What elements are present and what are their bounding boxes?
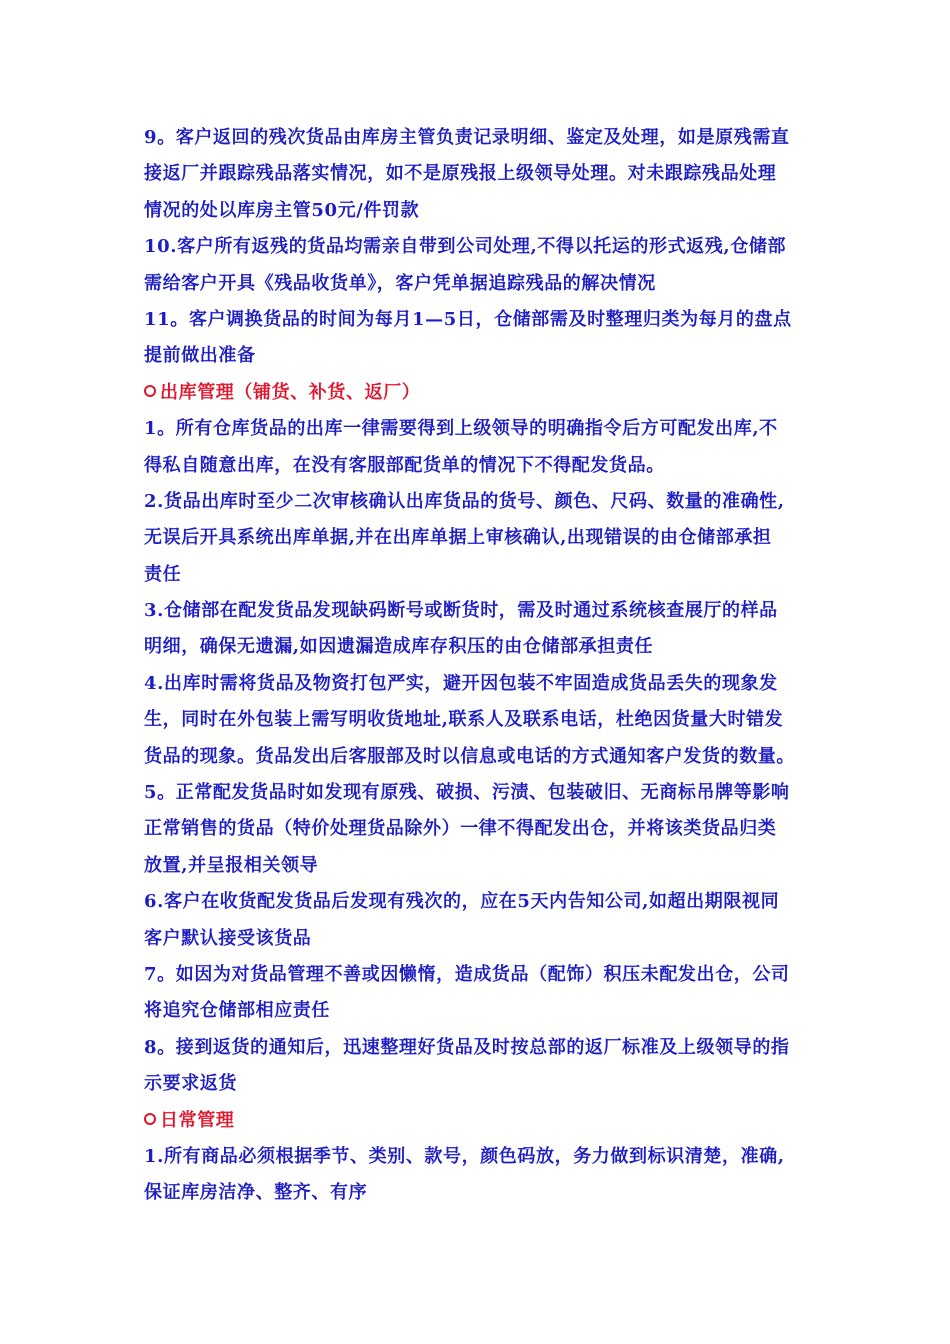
text-line xyxy=(144,702,850,738)
text-line xyxy=(144,193,850,229)
text-line xyxy=(144,266,850,302)
line-text: 4.出库时需将货品及物资打包严实，避开因包装不牢固造成货品丢失的现象发 xyxy=(144,672,778,694)
text-line xyxy=(144,957,850,993)
text-line xyxy=(144,993,850,1029)
text-line xyxy=(144,1175,850,1211)
line-text: 货品的现象。货品发出后客服部及时以信息或电话的方式通知客户发货的数量。 xyxy=(144,745,795,767)
line-text: 1.所有商品必须根据季节、类别、款号，颜色码放，务力做到标识清楚，准确, xyxy=(144,1145,785,1167)
text-line xyxy=(144,557,850,593)
line-text: 客户默认接受该货品 xyxy=(144,927,312,949)
line-text: 放置,并呈报相关领导 xyxy=(144,854,319,876)
line-text: 需给客户开具《残品收货单》，客户凭单据追踪残品的解决情况 xyxy=(144,272,656,294)
line-text: 提前做出准备 xyxy=(144,345,256,367)
line-text: 7。如因为对货品管理不善或因懒惰，造成货品（配饰）积压未配发出仓，公司 xyxy=(144,963,790,985)
text-line xyxy=(144,921,850,957)
section-heading xyxy=(144,1103,850,1139)
text-line xyxy=(144,229,850,265)
text-line xyxy=(144,593,850,629)
text-line xyxy=(144,666,850,702)
line-text: 8。接到返货的通知后，迅速整理好货品及时按总部的返厂标准及上级领导的指 xyxy=(144,1036,790,1058)
text-line xyxy=(144,1030,850,1066)
section-heading xyxy=(144,375,850,411)
ring-bullet-icon xyxy=(144,1113,156,1125)
text-line xyxy=(144,520,850,556)
line-text: 正常销售的货品（特价处理货品除外）一律不得配发出仓，并将该类货品归类 xyxy=(144,818,777,840)
line-text: 保证库房洁净、整齐、有序 xyxy=(144,1182,368,1204)
text-line xyxy=(144,884,850,920)
document-body xyxy=(144,120,850,1212)
text-line xyxy=(144,448,850,484)
text-line xyxy=(144,484,850,520)
line-text: 5。正常配发货品时如发现有原残、破损、污渍、包装破旧、无商标吊牌等影响 xyxy=(144,782,790,804)
text-line xyxy=(144,156,850,192)
text-line xyxy=(144,848,850,884)
line-text: 将追究仓储部相应责任 xyxy=(144,1000,330,1022)
text-line xyxy=(144,1139,850,1175)
line-text: 6.客户在收货配发货品后发现有残次的，应在5天内告知公司,如超出期限视同 xyxy=(144,891,780,913)
line-text: 出库管理（铺货、补货、返厂） xyxy=(160,381,421,403)
line-text: 生，同时在外包装上需写明收货地址,联系人及联系电话，杜绝因货量大时错发 xyxy=(144,709,784,731)
text-line xyxy=(144,775,850,811)
text-line xyxy=(144,811,850,847)
line-text: 1。所有仓库货品的出库一律需要得到上级领导的明确指令后方可配发出库,不 xyxy=(144,418,778,440)
line-text: 得私自随意出库，在没有客服部配货单的情况下不得配发货品。 xyxy=(144,454,665,476)
line-text: 明细，确保无遗漏,如因遗漏造成库存积压的由仓储部承担责任 xyxy=(144,636,654,658)
text-line xyxy=(144,302,850,338)
line-text: 责任 xyxy=(144,563,182,585)
line-text: 2.货品出库时至少二次审核确认出库货品的货号、颜色、尺码、数量的准确性, xyxy=(144,490,785,512)
line-text: 无误后开具系统出库单据,并在出库单据上审核确认,出现错误的由仓储部承担 xyxy=(144,527,772,549)
line-text: 情况的处以库房主管50元/件罚款 xyxy=(144,199,420,221)
line-text: 3.仓储部在配发货品发现缺码断号或断货时，需及时通过系统核查展厅的样品 xyxy=(144,600,778,622)
line-text: 10.客户所有返残的货品均需亲自带到公司处理,不得以托运的形式返残,仓储部 xyxy=(144,236,787,258)
line-text: 11。客户调换货品的时间为每月1—5日，仓储部需及时整理归类为每月的盘点 xyxy=(144,308,792,330)
text-line xyxy=(144,120,850,156)
ring-bullet-icon xyxy=(144,385,156,397)
line-text: 接返厂并跟踪残品落实情况，如不是原残报上级领导处理。对未跟踪残品处理 xyxy=(144,163,777,185)
line-text: 日常管理 xyxy=(160,1109,235,1131)
text-line xyxy=(144,411,850,447)
text-line xyxy=(144,739,850,775)
text-line xyxy=(144,1066,850,1102)
line-text: 9。客户返回的残次货品由库房主管负责记录明细、鉴定及处理，如是原残需直 xyxy=(144,127,790,148)
text-line xyxy=(144,338,850,374)
text-line xyxy=(144,629,850,665)
line-text: 示要求返货 xyxy=(144,1073,237,1095)
